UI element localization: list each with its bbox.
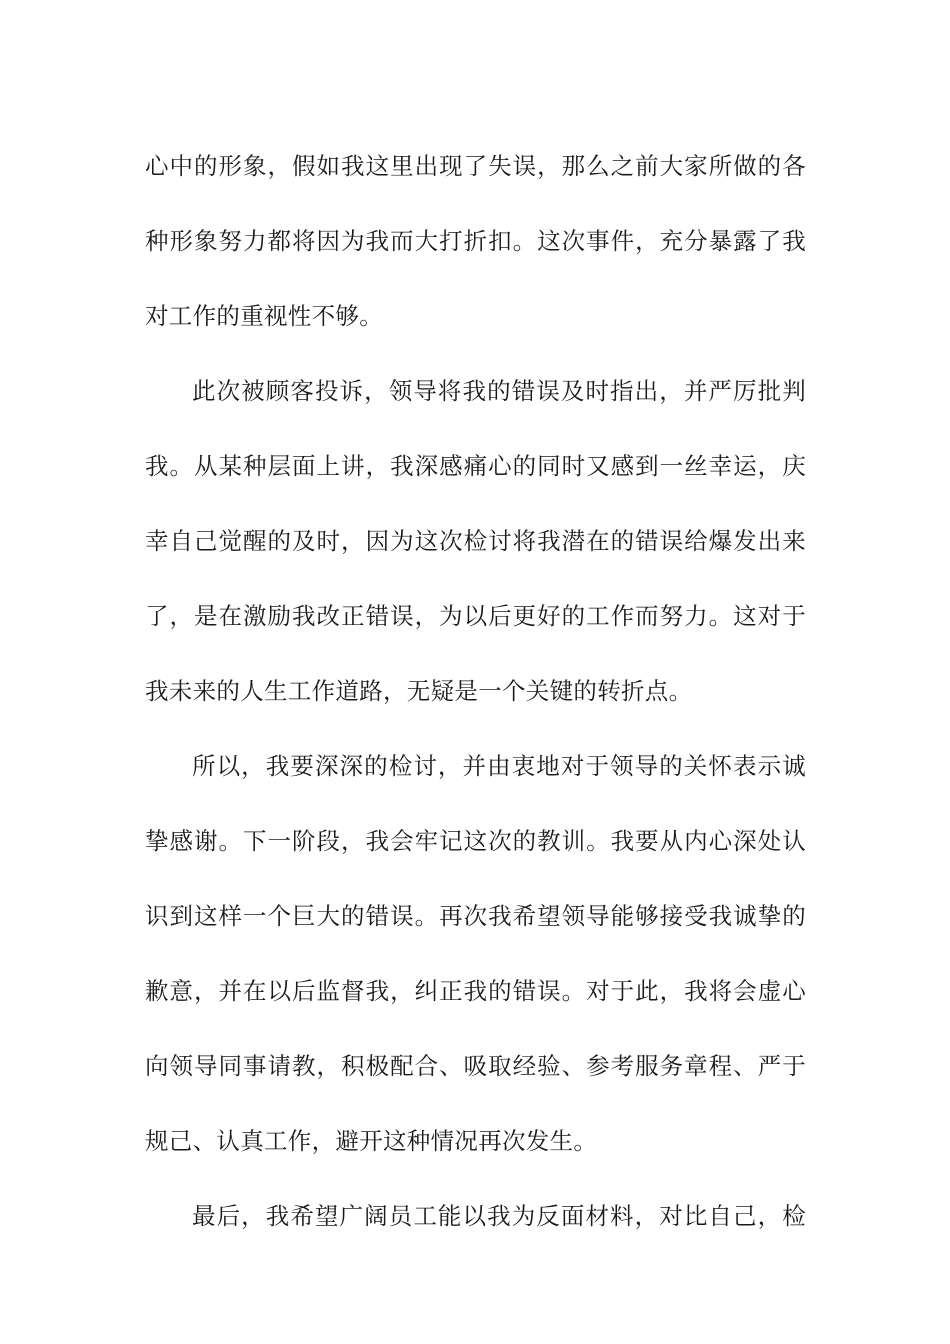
text-line: 此次被顾客投诉，领导将我的错误及时指出，并严厉批判 xyxy=(192,377,806,405)
text-line: 心中的形象，假如我这里出现了失误，那么之前大家所做的各 xyxy=(145,152,806,180)
body-text xyxy=(145,129,806,1254)
text-line: 了，是在激励我改正错误，为以后更好的工作而努力。这对于 xyxy=(145,602,806,630)
text-line: 最后，我希望广阔员工能以我为反面材料，对比自己，检 xyxy=(192,1202,806,1230)
text-line: 所以，我要深深的检讨，并由衷地对于领导的关怀表示诚 xyxy=(192,752,806,780)
text-line: 识到这样一个巨大的错误。再次我希望领导能够接受我诚挚的 xyxy=(145,902,806,930)
text-line: 挚感谢。下一阶段，我会牢记这次的教训。我要从内心深处认 xyxy=(145,827,806,855)
text-line: 歉意，并在以后监督我，纠正我的错误。对于此，我将会虚心 xyxy=(145,977,806,1005)
text-line: 我未来的人生工作道路，无疑是一个关键的转折点。 xyxy=(145,677,693,705)
text-line: 对工作的重视性不够。 xyxy=(145,302,383,330)
text-line: 向领导同事请教，积极配合、吸取经验、参考服务章程、严于 xyxy=(145,1052,806,1080)
text-line: 幸自己觉醒的及时，因为这次检讨将我潜在的错误给爆发出来 xyxy=(145,527,806,555)
text-line: 我。从某种层面上讲，我深感痛心的同时又感到一丝幸运，庆 xyxy=(145,452,806,480)
text-line: 种形象努力都将因为我而大打折扣。这次事件，充分暴露了我 xyxy=(145,227,806,255)
text-line: 规己、认真工作，避开这种情况再次发生。 xyxy=(145,1127,598,1155)
